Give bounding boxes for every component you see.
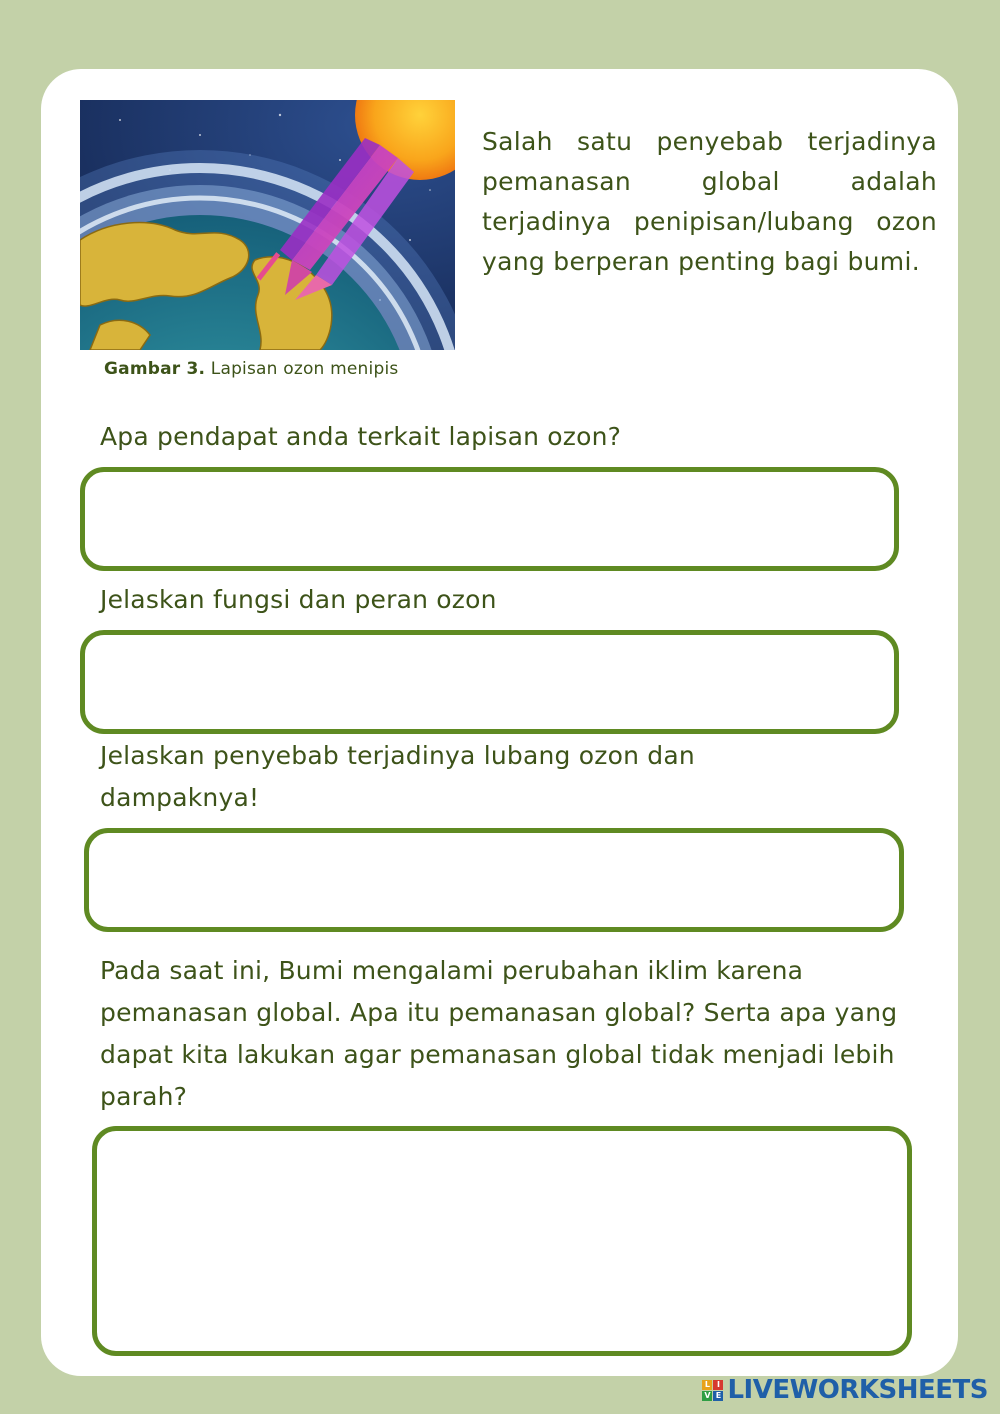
answer-field-3[interactable] [84,828,904,932]
logo-letter: L [702,1380,712,1390]
caption-label: Gambar 3. [104,359,206,379]
figure-caption [104,359,398,379]
ozone-layer-illustration [80,100,455,350]
logo-letter: I [713,1380,723,1390]
intro-paragraph: Salah satu penyebab terjadinya pemanasan global adalah terjadinya penipisan/lubang ozon yang berperan penting bagi bumi. [482,127,937,276]
liveworksheets-brand [702,1375,988,1405]
question-2: Jelaskan fungsi dan peran ozon [100,585,497,614]
answer-field-1[interactable] [80,467,899,571]
question-1: Apa pendapat anda terkait lapisan ozon? [100,422,622,451]
logo-letter: E [713,1391,723,1401]
question-4: Pada saat ini, Bumi mengalami perubahan iklim karena pemanasan global. Apa itu pemanasan global? Serta apa yang dapat kita lakukan agar pemanasan global tidak menjadi lebih parah? [100,956,898,1111]
answer-field-4[interactable] [92,1126,912,1356]
caption-text: Lapisan ozon menipis [210,359,399,379]
brand-name: LIVEWORKSHEETS [727,1375,988,1405]
answer-field-2[interactable] [80,630,899,734]
logo-letter: V [704,1391,711,1400]
question-3: Jelaskan penyebab terjadinya lubang ozon dan dampaknya! [100,741,695,812]
liveworksheets-logo-icon [702,1380,723,1401]
